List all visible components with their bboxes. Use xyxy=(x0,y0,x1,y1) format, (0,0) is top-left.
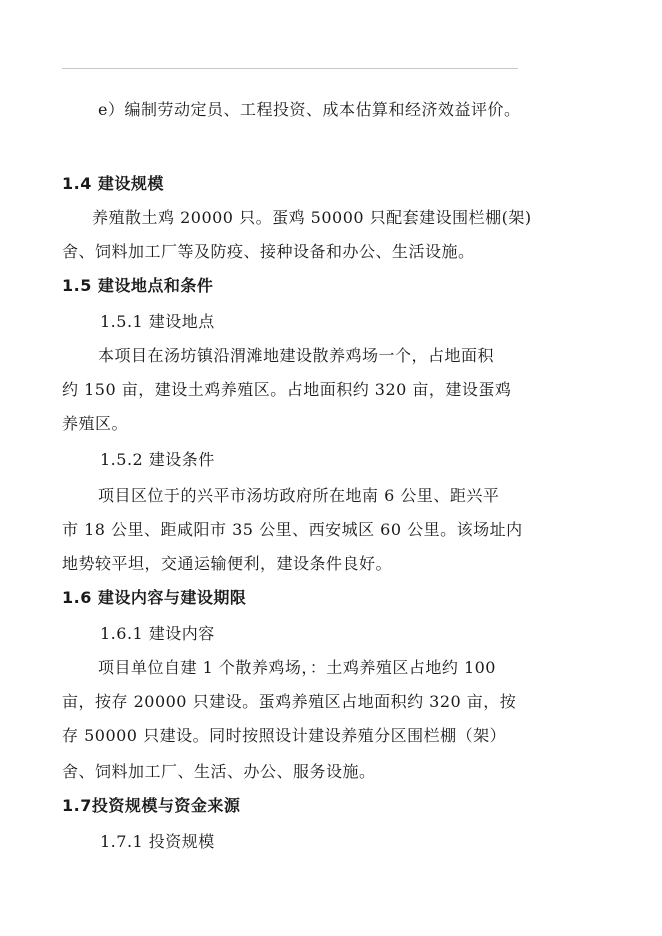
subsection-title: 1.6.1 建设内容 xyxy=(100,624,215,643)
text-line: 存 50000 只建设。同时按照设计建设养殖分区围栏棚（架） xyxy=(62,726,507,745)
text-line: 地势较平坦，交通运输便利，建设条件良好。 xyxy=(62,554,393,573)
text-line: 养殖散土鸡 20000 只。蛋鸡 50000 只配套建设围栏棚(架) xyxy=(92,208,532,227)
text-line: 本项目在汤坊镇沿渭滩地建设散养鸡场一个，占地面积 xyxy=(98,346,495,365)
section-heading: 1.4 建设规模 xyxy=(62,174,164,193)
text-line: 市 18 公里、距咸阳市 35 公里、西安城区 60 公里。该场址内 xyxy=(62,520,523,539)
subsection-title: 1.5.2 建设条件 xyxy=(100,450,215,469)
header-rule xyxy=(62,68,518,69)
text-line: 约 150 亩，建设土鸡养殖区。占地面积约 320 亩，建设蛋鸡 xyxy=(62,380,512,399)
text-line: e）编制劳动定员、工程投资、成本估算和经济效益评价。 xyxy=(98,100,521,119)
text-line: 舍、饲料加工厂、生活、办公、服务设施。 xyxy=(62,762,376,781)
text-line: 亩，按存 20000 只建设。蛋鸡养殖区占地面积约 320 亩，按 xyxy=(62,692,517,711)
section-heading: 1.6 建设内容与建设期限 xyxy=(62,588,247,607)
subsection-title: 1.7.1 投资规模 xyxy=(100,832,215,851)
text-line: 项目区位于的兴平市汤坊政府所在地南 6 公里、距兴平 xyxy=(98,486,500,505)
text-line: 舍、饲料加工厂等及防疫、接种设备和办公、生活设施。 xyxy=(62,242,475,261)
text-line: 养殖区。 xyxy=(62,414,129,433)
section-heading: 1.5 建设地点和条件 xyxy=(62,276,214,295)
subsection-title: 1.5.1 建设地点 xyxy=(100,312,215,331)
text-line: 项目单位自建 1 个散养鸡场，：土鸡养殖区占地约 100 xyxy=(98,658,496,677)
section-heading: 1.7投资规模与资金来源 xyxy=(62,796,241,815)
